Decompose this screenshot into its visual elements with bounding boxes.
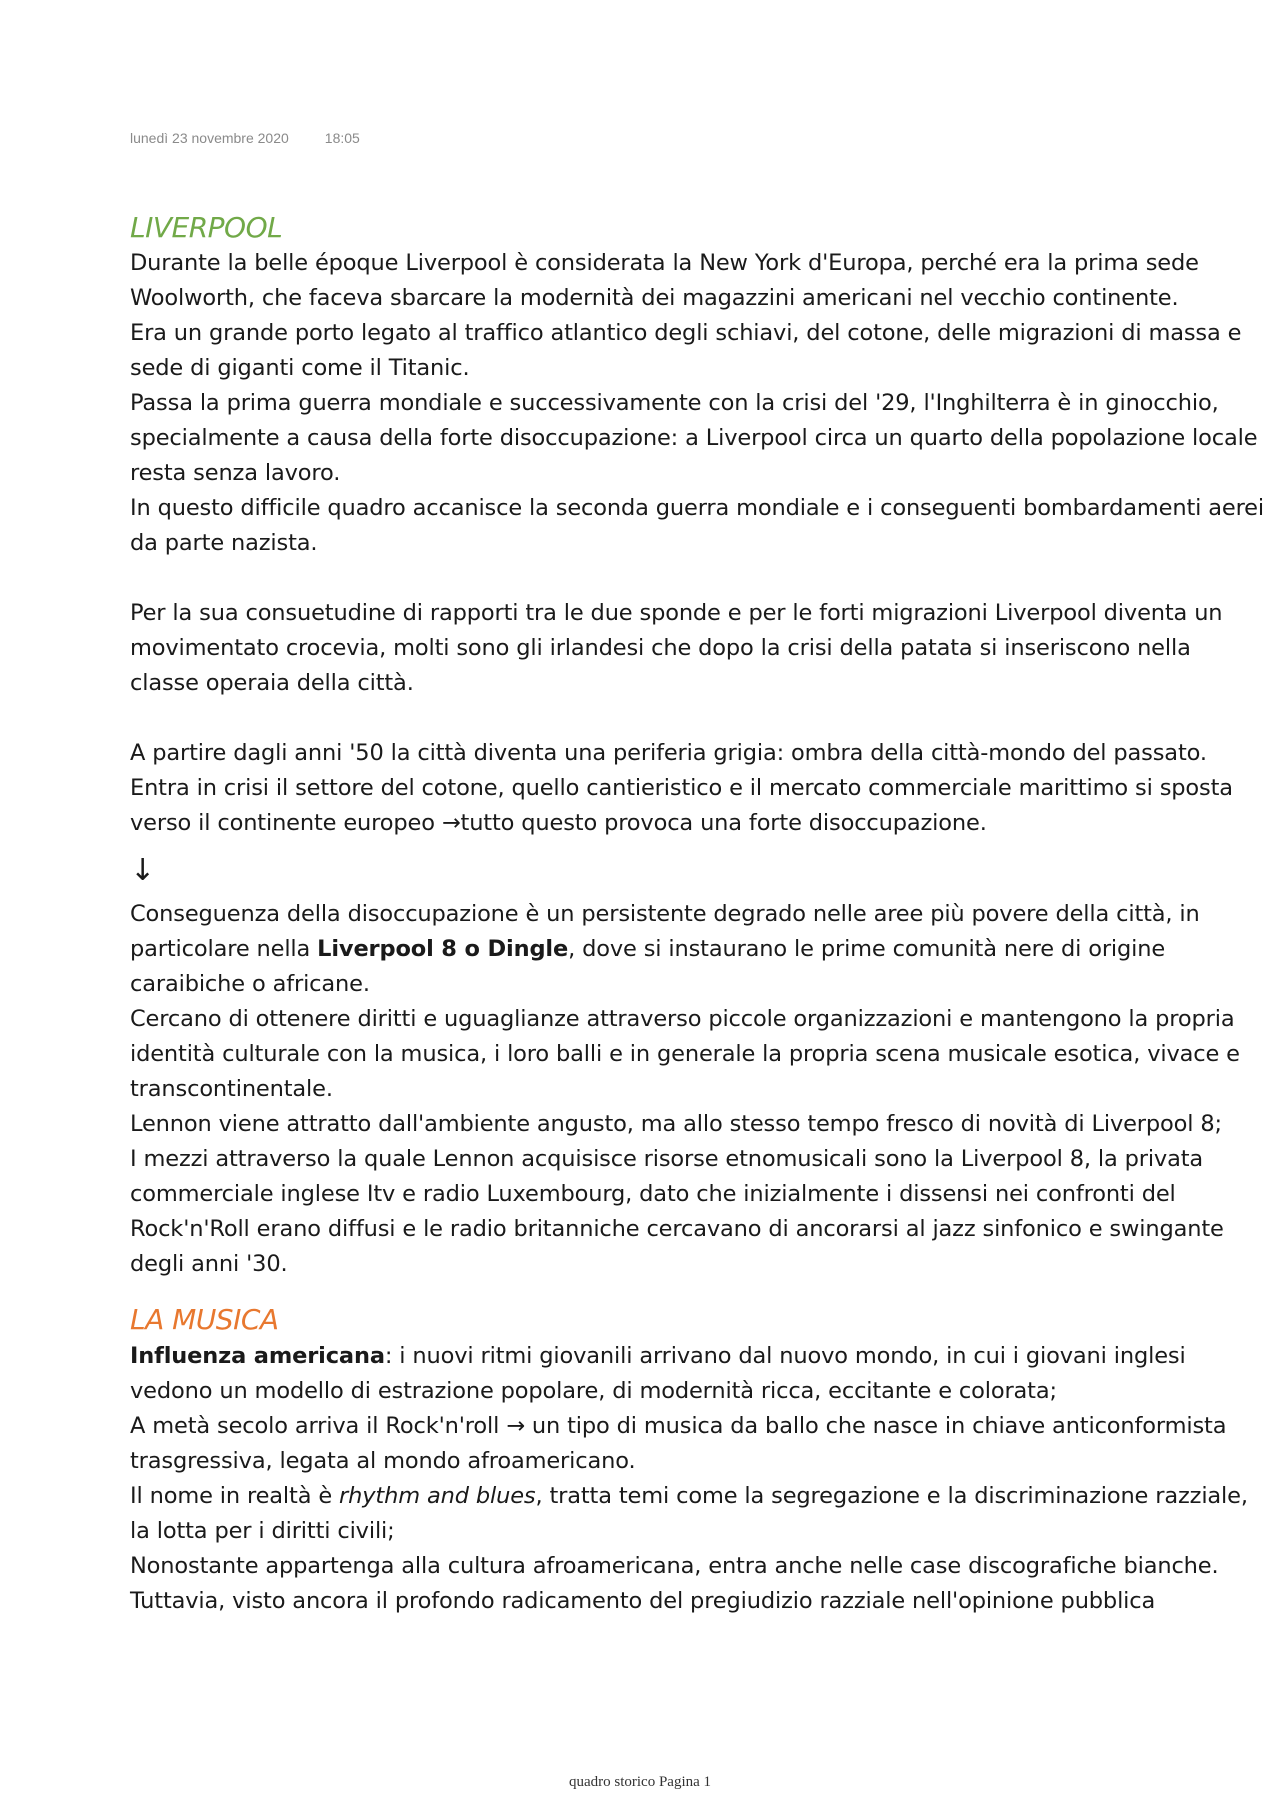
paragraph: A metà secolo arriva il Rock'n'roll → un tipo di musica da ballo che nasce in chiave anticonformista trasgressiva, legata al mondo afroamericano.	[130, 1412, 1227, 1474]
text-run: , tratta temi come la segregazione e la discriminazione razziale, la lotta per i diritti civili;	[130, 1482, 1248, 1544]
section-title-musica: LA MUSICA	[130, 1303, 279, 1337]
paragraph	[130, 1479, 1265, 1549]
text-run: Conseguenza della disoccupazione è un persistente degrado nelle aree più povere della città, in particolare nella	[130, 901, 1200, 963]
paragraph	[130, 897, 1265, 1002]
page-footer: quadro storico Pagina 1	[568, 1774, 712, 1790]
section-title-liverpool: LIVERPOOL	[130, 211, 283, 244]
paragraph: A partire dagli anni '50 la città diventa una periferia grigia: ombra della città-mondo del passato.	[130, 740, 1207, 767]
text-run: Il nome in realtà è	[130, 1482, 340, 1509]
page-content	[130, 210, 1265, 1619]
paragraph: Lennon viene attratto dall'ambiente angusto, ma allo stesso tempo fresco di novità di Liverpool 8;	[130, 1111, 1222, 1138]
note-time: 18:05	[324, 130, 360, 146]
paragraph: Cercano di ottenere diritti e uguaglianze attraverso piccole organizzazioni e mantengono la propria identità culturale con la musica, i loro balli e in generale la propria scena musicale esotica, vivace e transcontinentale.	[130, 1006, 1240, 1103]
paragraph: In questo difficile quadro accanisce la seconda guerra mondiale e i conseguenti bombardamenti aerei da parte nazista.	[130, 495, 1264, 557]
paragraph: Passa la prima guerra mondiale e successivamente con la crisi del '29, l'Inghilterra è in ginocchio, specialmente a causa della forte disoccupazione: a Liverpool circa un quarto della popolazione locale resta senza lavoro.	[130, 390, 1258, 487]
bold-text: Liverpool 8 o Dingle	[317, 936, 569, 963]
paragraph: Era un grande porto legato al traffico atlantico degli schiavi, del cotone, delle migrazioni di massa e sede di giganti come il Titanic.	[130, 320, 1242, 382]
paragraph: Entra in crisi il settore del cotone, quello cantieristico e il mercato commerciale marittimo si sposta verso il continente europeo →tutto questo provoca una forte disoccupazione.	[130, 775, 1233, 837]
text-run: : i nuovi ritmi giovanili arrivano dal nuovo mondo, in cui i giovani inglesi vedono un modello di estrazione popolare, di modernità ricca, eccitante e colorata;	[130, 1342, 1186, 1404]
note-date: lunedì 23 novembre 2020	[130, 130, 289, 146]
italic-text: rhythm and blues	[339, 1482, 536, 1509]
paragraph	[130, 1339, 1265, 1409]
note-timestamp	[130, 130, 360, 146]
paragraph: Tuttavia, visto ancora il profondo radicamento del pregiudizio razziale nell'opinione pubblica	[130, 1587, 1156, 1614]
paragraph: I mezzi attraverso la quale Lennon acquisisce risorse etnomusicali sono la Liverpool 8, la privata commerciale inglese Itv e radio Luxembourg, dato che inizialmente i dissensi nei confronti del Rock'n'Roll erano diffusi e le radio britanniche cercavano di ancorarsi al jazz sinfonico e swingante degli anni '30.	[130, 1146, 1224, 1278]
spacer	[130, 561, 1265, 596]
paragraph: Durante la belle époque Liverpool è considerata la New York d'Europa, perché era la prima sede Woolworth, che faceva sbarcare la modernità dei magazzini americani nel vecchio continente.	[130, 250, 1199, 312]
down-arrow-icon: ↓	[130, 853, 156, 889]
paragraph: Per la sua consuetudine di rapporti tra le due sponde e per le forti migrazioni Liverpool diventa un movimentato crocevia, molti sono gli irlandesi che dopo la crisi della patata si inseriscono nella classe operaia della città.	[130, 600, 1223, 697]
section-musica	[130, 1302, 1265, 1618]
spacer	[130, 701, 1265, 736]
text-run: , dove si instaurano le prime comunità nere di origine caraibiche o africane.	[130, 936, 1166, 998]
bold-text: Influenza americana	[130, 1342, 385, 1369]
paragraph: Nonostante appartenga alla cultura afroamericana, entra anche nelle case discografiche bianche.	[130, 1552, 1219, 1579]
